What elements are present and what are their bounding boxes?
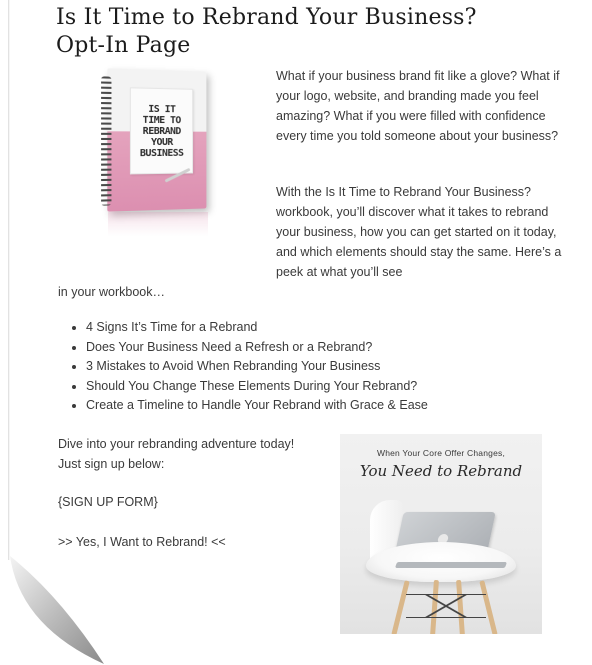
promo-caption-line1: When Your Core Offer Changes, [376,448,506,458]
page-title-line1: Is It Time to Rebrand Your Business? [56,5,477,30]
spiral-binding [101,76,111,205]
cover-text-line: BUSINESS [139,147,184,159]
cover-text-line: REBRAND [142,125,181,137]
workbook-contents-list [72,318,566,416]
list-item: • Create a Timeline to Handle Your Rebrand with Grace & Ease [86,396,566,416]
intro-paragraph-2: With the Is It Time to Rebrand Your Business? workbook, you’ll discover what it takes to rebrand your business, how you can get started on it today, and which elements should stay the same. Here’s a peek at what you’ll see [276,185,562,279]
signup-intro-line2: Just sign up below: [58,457,165,471]
list-item: • 4 Signs It’s Time for a Rebrand [86,318,566,338]
page-curl-icon [0,556,110,665]
workbook-cover-card [130,87,193,174]
chair-wire-frame [406,594,486,618]
promo-caption-line2: You Need to Rebrand [359,462,523,480]
signup-intro [58,434,328,474]
workbook-cover [107,68,206,211]
cover-text-line: IS IT [148,103,176,115]
page-title [56,4,576,60]
signup-form-placeholder: {SIGN UP FORM} [58,495,158,509]
list-item: • Should You Change These Elements During Your Rebrand? [86,377,566,397]
laptop-base [395,562,507,568]
workbook-reflection [108,212,208,236]
rebrand-cta-link[interactable]: >> Yes, I Want to Rebrand! << [58,535,226,549]
page-edge-shadow [8,0,10,560]
cover-text-line: YOUR [150,136,173,148]
promo-image [340,434,542,634]
cover-text-line: TIME TO [142,114,181,126]
page-title-line2: Opt-In Page [56,33,191,58]
list-item: • 3 Mistakes to Avoid When Rebranding Your Business [86,357,566,377]
workbook-mockup-image [107,68,206,211]
list-item: • Does Your Business Need a Refresh or a Rebrand? [86,338,566,358]
intro-paragraph-2-tail: in your workbook… [58,285,165,299]
intro-paragraph-1: What if your business brand fit like a glove? What if your logo, website, and branding made you feel amazing? What if you were filled with confidence every time you told someone about your business? [276,69,560,143]
signup-intro-line1: Dive into your rebranding adventure today! [58,437,295,451]
